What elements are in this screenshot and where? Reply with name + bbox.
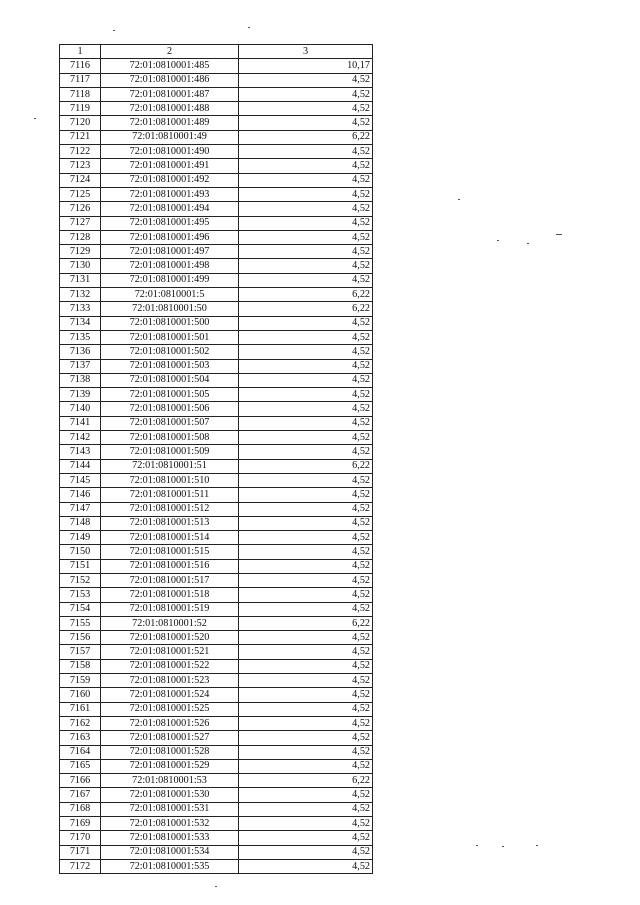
row-value: 4,52: [239, 817, 373, 831]
table-row: [60, 602, 373, 616]
cadastral-number: 72:01:0810001:517: [101, 573, 239, 587]
row-number: 7128: [60, 230, 101, 244]
cadastral-table: [59, 44, 373, 874]
row-value: 4,52: [239, 445, 373, 459]
scan-speck: [248, 27, 250, 28]
row-number: 7165: [60, 759, 101, 773]
cadastral-number: 72:01:0810001:493: [101, 187, 239, 201]
cadastral-number: 72:01:0810001:534: [101, 845, 239, 859]
cadastral-number: 72:01:0810001:490: [101, 145, 239, 159]
cadastral-number: 72:01:0810001:488: [101, 102, 239, 116]
table-row: [60, 588, 373, 602]
table-row: [60, 802, 373, 816]
row-number: 7149: [60, 531, 101, 545]
table-row: [60, 674, 373, 688]
table-row: [60, 373, 373, 387]
cadastral-number: 72:01:0810001:528: [101, 745, 239, 759]
row-number: 7135: [60, 330, 101, 344]
table-row: [60, 559, 373, 573]
row-number: 7156: [60, 631, 101, 645]
table-row: [60, 545, 373, 559]
row-number: 7144: [60, 459, 101, 473]
row-value: 6,22: [239, 459, 373, 473]
cadastral-number: 72:01:0810001:526: [101, 716, 239, 730]
table-body: [60, 59, 373, 874]
row-value: 4,52: [239, 245, 373, 259]
table-row: [60, 531, 373, 545]
cadastral-number: 72:01:0810001:507: [101, 416, 239, 430]
row-value: 4,52: [239, 702, 373, 716]
row-number: 7125: [60, 187, 101, 201]
table-row: [60, 831, 373, 845]
row-value: 4,52: [239, 802, 373, 816]
row-value: 4,52: [239, 473, 373, 487]
row-value: 4,52: [239, 531, 373, 545]
table-row: [60, 659, 373, 673]
row-number: 7121: [60, 130, 101, 144]
table-row: [60, 245, 373, 259]
row-value: 4,52: [239, 659, 373, 673]
row-number: 7159: [60, 674, 101, 688]
cadastral-number: 72:01:0810001:514: [101, 531, 239, 545]
row-number: 7168: [60, 802, 101, 816]
table-row: [60, 145, 373, 159]
scan-speck: [34, 118, 36, 119]
table-header-row: [60, 45, 373, 59]
row-number: 7119: [60, 102, 101, 116]
cadastral-number: 72:01:0810001:504: [101, 373, 239, 387]
cadastral-number: 72:01:0810001:512: [101, 502, 239, 516]
row-value: 6,22: [239, 774, 373, 788]
table-row: [60, 416, 373, 430]
row-value: 4,52: [239, 187, 373, 201]
row-value: 4,52: [239, 602, 373, 616]
column-header-3: 3: [239, 45, 373, 59]
cadastral-number: 72:01:0810001:510: [101, 473, 239, 487]
scan-speck: [536, 845, 538, 846]
scan-speck: [113, 30, 115, 31]
row-value: 4,52: [239, 159, 373, 173]
table-row: [60, 316, 373, 330]
row-value: 4,52: [239, 73, 373, 87]
cadastral-number: 72:01:0810001:486: [101, 73, 239, 87]
table-row: [60, 388, 373, 402]
table-row: [60, 302, 373, 316]
row-number: 7118: [60, 87, 101, 101]
row-number: 7117: [60, 73, 101, 87]
table-row: [60, 173, 373, 187]
cadastral-number: 72:01:0810001:515: [101, 545, 239, 559]
table-row: [60, 159, 373, 173]
row-number: 7166: [60, 774, 101, 788]
cadastral-number: 72:01:0810001:491: [101, 159, 239, 173]
cadastral-number: 72:01:0810001:531: [101, 802, 239, 816]
row-value: 4,52: [239, 745, 373, 759]
row-number: 7158: [60, 659, 101, 673]
row-number: 7141: [60, 416, 101, 430]
table-row: [60, 431, 373, 445]
table-row: [60, 116, 373, 130]
row-value: 6,22: [239, 302, 373, 316]
row-value: 4,52: [239, 330, 373, 344]
table-row: [60, 130, 373, 144]
cadastral-number: 72:01:0810001:532: [101, 817, 239, 831]
row-value: 4,52: [239, 788, 373, 802]
table-row: [60, 273, 373, 287]
cadastral-number: 72:01:0810001:508: [101, 431, 239, 445]
row-number: 7153: [60, 588, 101, 602]
cadastral-number: 72:01:0810001:521: [101, 645, 239, 659]
row-number: 7140: [60, 402, 101, 416]
row-number: 7170: [60, 831, 101, 845]
row-number: 7143: [60, 445, 101, 459]
column-header-1: 1: [60, 45, 101, 59]
row-value: 4,52: [239, 502, 373, 516]
row-number: 7134: [60, 316, 101, 330]
table-row: [60, 745, 373, 759]
row-value: 4,52: [239, 87, 373, 101]
cadastral-number: 72:01:0810001:51: [101, 459, 239, 473]
table-row: [60, 288, 373, 302]
cadastral-number: 72:01:0810001:499: [101, 273, 239, 287]
cadastral-number: 72:01:0810001:495: [101, 216, 239, 230]
table-row: [60, 788, 373, 802]
table-row: [60, 702, 373, 716]
row-number: 7126: [60, 202, 101, 216]
table-row: [60, 87, 373, 101]
cadastral-number: 72:01:0810001:489: [101, 116, 239, 130]
row-number: 7172: [60, 859, 101, 873]
cadastral-number: 72:01:0810001:525: [101, 702, 239, 716]
cadastral-number: 72:01:0810001:516: [101, 559, 239, 573]
table-row: [60, 688, 373, 702]
cadastral-number: 72:01:0810001:502: [101, 345, 239, 359]
cadastral-number: 72:01:0810001:485: [101, 59, 239, 73]
row-number: 7163: [60, 731, 101, 745]
row-value: 4,52: [239, 573, 373, 587]
cadastral-number: 72:01:0810001:53: [101, 774, 239, 788]
row-value: 4,52: [239, 145, 373, 159]
row-value: 4,52: [239, 102, 373, 116]
row-value: 4,52: [239, 402, 373, 416]
row-value: 4,52: [239, 516, 373, 530]
row-number: 7127: [60, 216, 101, 230]
row-value: 4,52: [239, 645, 373, 659]
cadastral-number: 72:01:0810001:527: [101, 731, 239, 745]
table-row: [60, 259, 373, 273]
table-row: [60, 516, 373, 530]
row-value: 4,52: [239, 116, 373, 130]
row-number: 7122: [60, 145, 101, 159]
row-value: 4,52: [239, 488, 373, 502]
row-value: 4,52: [239, 688, 373, 702]
row-number: 7150: [60, 545, 101, 559]
cadastral-number: 72:01:0810001:494: [101, 202, 239, 216]
table-row: [60, 616, 373, 630]
row-number: 7124: [60, 173, 101, 187]
cadastral-number: 72:01:0810001:513: [101, 516, 239, 530]
cadastral-number: 72:01:0810001:5: [101, 288, 239, 302]
table-row: [60, 845, 373, 859]
row-number: 7132: [60, 288, 101, 302]
row-number: 7167: [60, 788, 101, 802]
row-value: 4,52: [239, 845, 373, 859]
row-number: 7157: [60, 645, 101, 659]
row-number: 7130: [60, 259, 101, 273]
cadastral-number: 72:01:0810001:511: [101, 488, 239, 502]
row-value: 4,52: [239, 230, 373, 244]
table-row: [60, 216, 373, 230]
table-row: [60, 202, 373, 216]
row-number: 7155: [60, 616, 101, 630]
row-number: 7171: [60, 845, 101, 859]
table-row: [60, 459, 373, 473]
table-row: [60, 59, 373, 73]
row-number: 7152: [60, 573, 101, 587]
row-number: 7148: [60, 516, 101, 530]
row-number: 7120: [60, 116, 101, 130]
row-number: 7123: [60, 159, 101, 173]
table-row: [60, 488, 373, 502]
cadastral-number: 72:01:0810001:52: [101, 616, 239, 630]
row-value: 4,52: [239, 716, 373, 730]
cadastral-number: 72:01:0810001:487: [101, 87, 239, 101]
table-row: [60, 645, 373, 659]
row-value: 4,52: [239, 216, 373, 230]
row-number: 7164: [60, 745, 101, 759]
row-value: 4,52: [239, 373, 373, 387]
row-number: 7133: [60, 302, 101, 316]
cadastral-number: 72:01:0810001:501: [101, 330, 239, 344]
row-value: 6,22: [239, 288, 373, 302]
cadastral-number: 72:01:0810001:509: [101, 445, 239, 459]
cadastral-number: 72:01:0810001:520: [101, 631, 239, 645]
table-row: [60, 230, 373, 244]
cadastral-number: 72:01:0810001:519: [101, 602, 239, 616]
cadastral-number: 72:01:0810001:522: [101, 659, 239, 673]
row-value: 4,52: [239, 431, 373, 445]
table-row: [60, 817, 373, 831]
row-number: 7162: [60, 716, 101, 730]
row-number: 7142: [60, 431, 101, 445]
table-row: [60, 731, 373, 745]
row-value: 4,52: [239, 173, 373, 187]
row-value: 10,17: [239, 59, 373, 73]
cadastral-number: 72:01:0810001:518: [101, 588, 239, 602]
row-number: 7136: [60, 345, 101, 359]
row-value: 4,52: [239, 759, 373, 773]
table-row: [60, 759, 373, 773]
cadastral-number: 72:01:0810001:530: [101, 788, 239, 802]
row-value: 6,22: [239, 616, 373, 630]
row-value: 6,22: [239, 130, 373, 144]
row-number: 7147: [60, 502, 101, 516]
table-row: [60, 187, 373, 201]
table-row: [60, 345, 373, 359]
row-number: 7129: [60, 245, 101, 259]
row-value: 4,52: [239, 588, 373, 602]
row-value: 4,52: [239, 202, 373, 216]
row-value: 4,52: [239, 674, 373, 688]
row-number: 7131: [60, 273, 101, 287]
row-value: 4,52: [239, 273, 373, 287]
table-row: [60, 573, 373, 587]
cadastral-number: 72:01:0810001:535: [101, 859, 239, 873]
row-value: 4,52: [239, 545, 373, 559]
cadastral-number: 72:01:0810001:503: [101, 359, 239, 373]
column-header-2: 2: [101, 45, 239, 59]
row-value: 4,52: [239, 316, 373, 330]
scan-speck: [527, 243, 529, 244]
row-value: 4,52: [239, 831, 373, 845]
row-number: 7137: [60, 359, 101, 373]
row-value: 4,52: [239, 631, 373, 645]
cadastral-number: 72:01:0810001:533: [101, 831, 239, 845]
table-row: [60, 473, 373, 487]
row-value: 4,52: [239, 559, 373, 573]
row-number: 7138: [60, 373, 101, 387]
row-value: 4,52: [239, 359, 373, 373]
table-row: [60, 445, 373, 459]
scan-speck: [476, 845, 478, 846]
row-number: 7154: [60, 602, 101, 616]
table-row: [60, 859, 373, 873]
row-number: 7116: [60, 59, 101, 73]
cadastral-number: 72:01:0810001:523: [101, 674, 239, 688]
row-number: 7139: [60, 388, 101, 402]
table-row: [60, 102, 373, 116]
row-value: 4,52: [239, 859, 373, 873]
table-row: [60, 716, 373, 730]
table-row: [60, 73, 373, 87]
cadastral-number: 72:01:0810001:506: [101, 402, 239, 416]
scan-speck: [556, 234, 562, 235]
cadastral-number: 72:01:0810001:505: [101, 388, 239, 402]
row-value: 4,52: [239, 416, 373, 430]
table-row: [60, 330, 373, 344]
row-number: 7146: [60, 488, 101, 502]
cadastral-number: 72:01:0810001:496: [101, 230, 239, 244]
row-value: 4,52: [239, 345, 373, 359]
row-number: 7169: [60, 817, 101, 831]
cadastral-number: 72:01:0810001:498: [101, 259, 239, 273]
scan-speck: [497, 240, 499, 241]
row-number: 7161: [60, 702, 101, 716]
row-number: 7160: [60, 688, 101, 702]
scan-speck: [215, 886, 217, 887]
row-number: 7145: [60, 473, 101, 487]
cadastral-number: 72:01:0810001:529: [101, 759, 239, 773]
table-row: [60, 631, 373, 645]
table-row: [60, 402, 373, 416]
row-value: 4,52: [239, 388, 373, 402]
row-value: 4,52: [239, 731, 373, 745]
cadastral-number: 72:01:0810001:492: [101, 173, 239, 187]
table-row: [60, 502, 373, 516]
row-number: 7151: [60, 559, 101, 573]
cadastral-number: 72:01:0810001:49: [101, 130, 239, 144]
row-value: 4,52: [239, 259, 373, 273]
cadastral-number: 72:01:0810001:50: [101, 302, 239, 316]
scan-speck: [458, 199, 460, 200]
table-row: [60, 774, 373, 788]
cadastral-number: 72:01:0810001:497: [101, 245, 239, 259]
cadastral-number: 72:01:0810001:524: [101, 688, 239, 702]
table-row: [60, 359, 373, 373]
scan-speck: [502, 846, 504, 847]
cadastral-number: 72:01:0810001:500: [101, 316, 239, 330]
